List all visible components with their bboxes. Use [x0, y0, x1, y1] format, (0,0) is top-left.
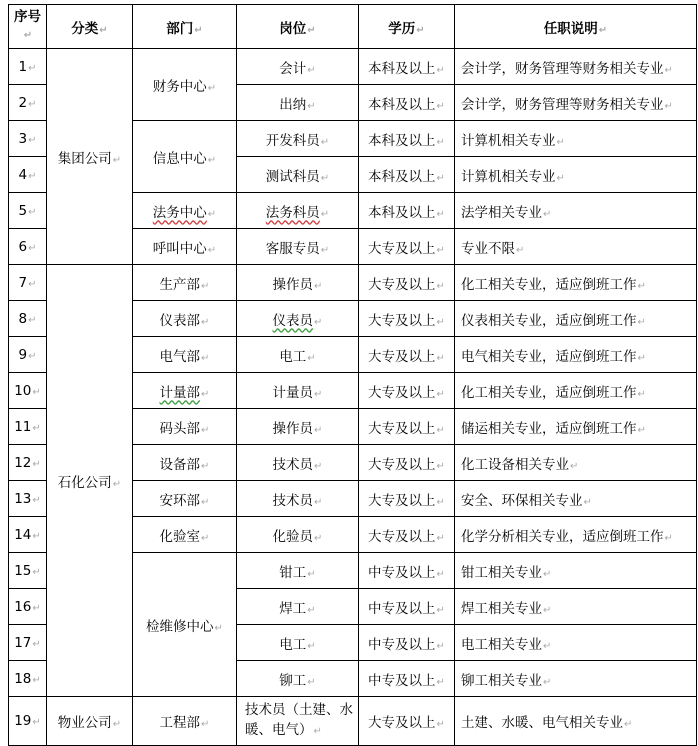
requirement-cell: 电气相关专业，适应倒班工作↵	[455, 337, 697, 373]
requirement-cell: 仪表相关专业，适应倒班工作↵	[455, 301, 697, 337]
row-no: 17↵	[9, 625, 47, 661]
requirement-cell: 化工相关专业，适应倒班工作↵	[455, 373, 697, 409]
row-no: 19↵	[9, 697, 47, 746]
requirement-cell: 计算机相关专业↵	[455, 157, 697, 193]
requirement-cell: 安全、环保相关专业↵	[455, 481, 697, 517]
row-no: 16↵	[9, 589, 47, 625]
education-cell: 大专及以上↵	[359, 265, 455, 301]
department-cell: 仪表部↵	[133, 301, 237, 337]
education-cell: 大专及以上↵	[359, 409, 455, 445]
row-no: 14↵	[9, 517, 47, 553]
department-cell: 财务中心↵	[133, 49, 237, 121]
position-cell: 技术员↵	[237, 481, 359, 517]
table-row	[9, 697, 697, 746]
requirement-cell: 会计学，财务管理等财务相关专业↵	[455, 49, 697, 85]
department-cell: 法务中心↵	[133, 193, 237, 229]
education-cell: 大专及以上↵	[359, 229, 455, 265]
position-cell: 出纳↵	[237, 85, 359, 121]
education-cell: 本科及以上↵	[359, 193, 455, 229]
requirement-cell: 会计学，财务管理等财务相关专业↵	[455, 85, 697, 121]
table-row	[9, 49, 697, 85]
table-header-row	[9, 5, 697, 49]
row-no: 9↵	[9, 337, 47, 373]
department-cell: 电气部↵	[133, 337, 237, 373]
department-cell: 检维修中心↵	[133, 553, 237, 697]
row-no: 6↵	[9, 229, 47, 265]
row-no: 3↵	[9, 121, 47, 157]
position-cell: 操作员↵	[237, 409, 359, 445]
department-cell: 呼叫中心↵	[133, 229, 237, 265]
education-cell: 中专及以上↵	[359, 589, 455, 625]
education-cell: 本科及以上↵	[359, 121, 455, 157]
row-no: 18↵	[9, 661, 47, 697]
education-cell: 本科及以上↵	[359, 157, 455, 193]
requirement-cell: 焊工相关专业↵	[455, 589, 697, 625]
row-no: 10↵	[9, 373, 47, 409]
department-cell: 工程部↵	[133, 697, 237, 746]
position-cell: 测试科员↵	[237, 157, 359, 193]
department-cell: 设备部↵	[133, 445, 237, 481]
position-cell: 电工↵	[237, 625, 359, 661]
department-cell: 信息中心↵	[133, 121, 237, 193]
education-cell: 中专及以上↵	[359, 553, 455, 589]
row-no: 1↵	[9, 49, 47, 85]
position-cell: 仪表员↵	[237, 301, 359, 337]
education-cell: 大专及以上↵	[359, 337, 455, 373]
education-cell: 大专及以上↵	[359, 445, 455, 481]
requirement-cell: 土建、水暖、电气相关专业↵	[455, 697, 697, 746]
position-cell: 焊工↵	[237, 589, 359, 625]
header-category: 分类↵	[47, 5, 133, 49]
education-cell: 大专及以上↵	[359, 373, 455, 409]
table-row	[9, 265, 697, 301]
department-cell: 化验室↵	[133, 517, 237, 553]
education-cell: 大专及以上↵	[359, 697, 455, 746]
position-cell: 技术员↵	[237, 445, 359, 481]
position-cell: 技术员（土建、水暖、电气）↵	[237, 697, 359, 746]
position-cell: 操作员↵	[237, 265, 359, 301]
position-cell: 钳工↵	[237, 553, 359, 589]
row-no: 5↵	[9, 193, 47, 229]
header-requirement: 任职说明↵	[455, 5, 697, 49]
department-cell: 生产部↵	[133, 265, 237, 301]
department-cell: 码头部↵	[133, 409, 237, 445]
education-cell: 本科及以上↵	[359, 49, 455, 85]
requirement-cell: 钳工相关专业↵	[455, 553, 697, 589]
education-cell: 中专及以上↵	[359, 625, 455, 661]
position-cell: 电工↵	[237, 337, 359, 373]
position-cell: 化验员↵	[237, 517, 359, 553]
requirement-cell: 化工相关专业，适应倒班工作↵	[455, 265, 697, 301]
header-department: 部门↵	[133, 5, 237, 49]
education-cell: 大专及以上↵	[359, 301, 455, 337]
row-no: 2↵	[9, 85, 47, 121]
education-cell: 本科及以上↵	[359, 85, 455, 121]
row-no: 4↵	[9, 157, 47, 193]
header-no: 序号↵	[9, 5, 47, 49]
position-cell: 法务科员↵	[237, 193, 359, 229]
requirement-cell: 法学相关专业↵	[455, 193, 697, 229]
requirement-cell: 化工设备相关专业↵	[455, 445, 697, 481]
recruitment-table	[8, 4, 697, 746]
requirement-cell: 计算机相关专业↵	[455, 121, 697, 157]
education-cell: 大专及以上↵	[359, 517, 455, 553]
category-cell: 集团公司↵	[47, 49, 133, 265]
header-position: 岗位↵	[237, 5, 359, 49]
requirement-cell: 专业不限↵	[455, 229, 697, 265]
row-no: 13↵	[9, 481, 47, 517]
requirement-cell: 储运相关专业，适应倒班工作↵	[455, 409, 697, 445]
row-no: 15↵	[9, 553, 47, 589]
header-education: 学历↵	[359, 5, 455, 49]
requirement-cell: 化学分析相关专业，适应倒班工作↵	[455, 517, 697, 553]
category-cell: 石化公司↵	[47, 265, 133, 697]
row-no: 7↵	[9, 265, 47, 301]
row-no: 12↵	[9, 445, 47, 481]
education-cell: 大专及以上↵	[359, 481, 455, 517]
requirement-cell: 电工相关专业↵	[455, 625, 697, 661]
position-cell: 会计↵	[237, 49, 359, 85]
position-cell: 计量员↵	[237, 373, 359, 409]
education-cell: 中专及以上↵	[359, 661, 455, 697]
position-cell: 客服专员↵	[237, 229, 359, 265]
position-cell: 铆工↵	[237, 661, 359, 697]
position-cell: 开发科员↵	[237, 121, 359, 157]
row-no: 11↵	[9, 409, 47, 445]
row-no: 8↵	[9, 301, 47, 337]
category-cell: 物业公司↵	[47, 697, 133, 746]
department-cell: 计量部↵	[133, 373, 237, 409]
department-cell: 安环部↵	[133, 481, 237, 517]
requirement-cell: 铆工相关专业↵	[455, 661, 697, 697]
